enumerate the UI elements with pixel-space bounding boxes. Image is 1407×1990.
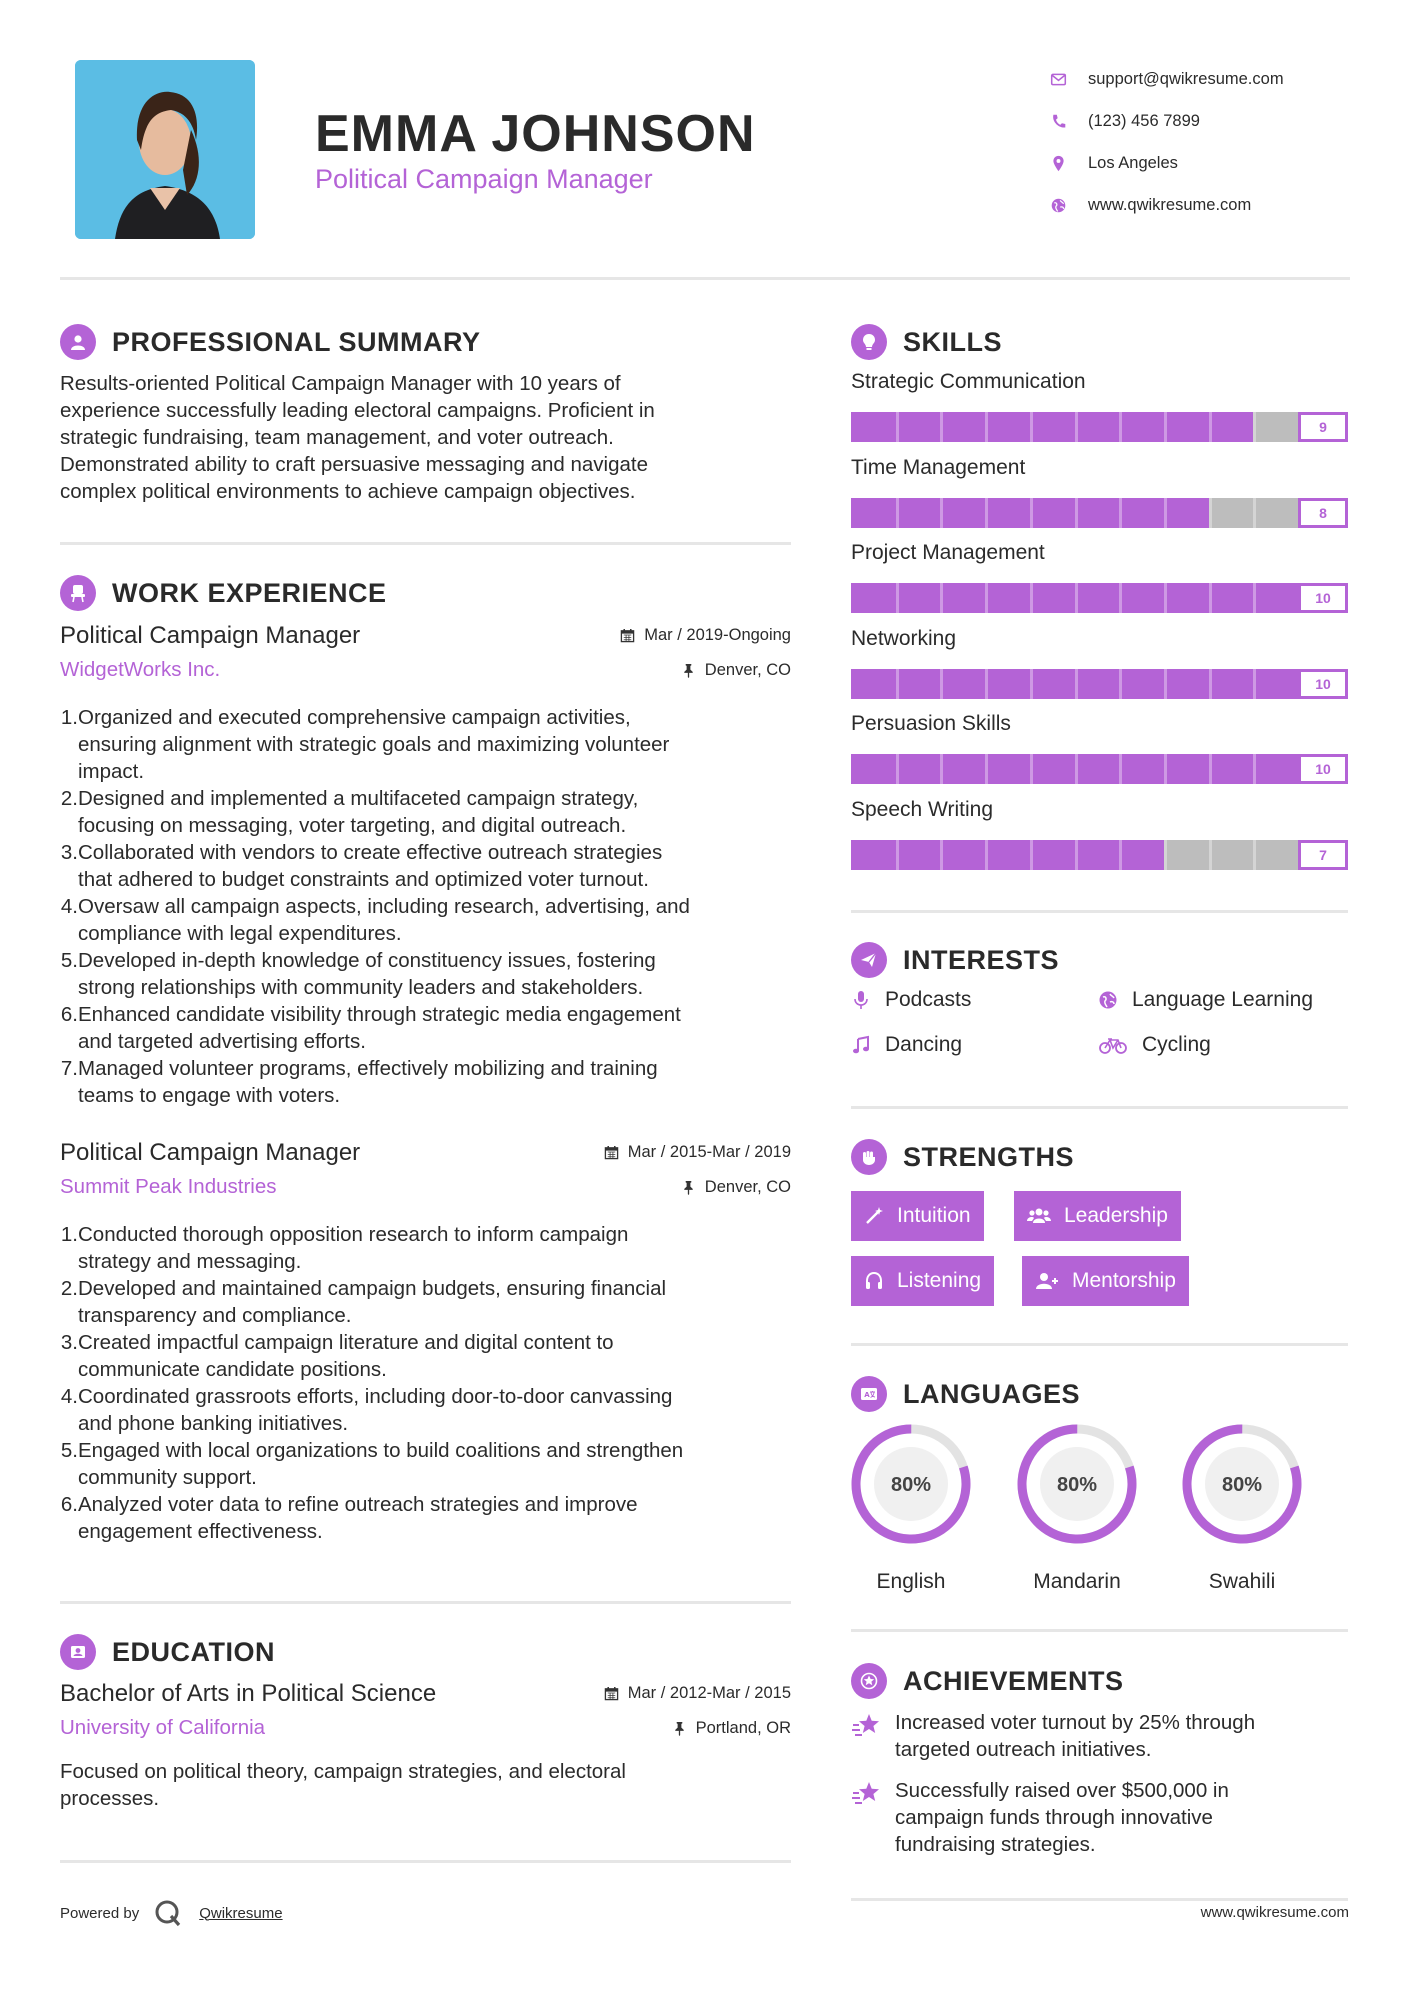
contact-email-text: support@qwikresume.com (1088, 69, 1284, 88)
strength-tag-leadership (1014, 1191, 1181, 1241)
list-number: 6. (60, 1003, 78, 1026)
duty-line: community support. (78, 1466, 257, 1489)
skill-bar-segment (940, 412, 943, 442)
skill-bar-fill (851, 669, 1348, 699)
skill-bar-segment (1209, 754, 1212, 784)
summary-text (60, 370, 800, 505)
job-dates-text: Mar / 2015-Mar / 2019 (627, 1143, 791, 1161)
skill-bar-segment (1075, 583, 1078, 613)
school-name: University of California (60, 1716, 266, 1739)
skill-item (851, 798, 1348, 870)
skill-bar-segment (1119, 412, 1122, 442)
skill-bar-segment (1164, 583, 1167, 613)
list-number: 5. (60, 1439, 78, 1462)
contact-location-text: Los Angeles (1088, 153, 1178, 172)
candidate-title: Political Campaign Manager (315, 164, 653, 194)
list-item (60, 1329, 791, 1383)
skill-item (851, 456, 1348, 528)
skill-bar-segment (1253, 498, 1256, 528)
map-pin-icon (1050, 155, 1088, 172)
job-location-text: Denver, CO (704, 1177, 791, 1196)
skill-bar-segment (1164, 840, 1167, 870)
job-duties (60, 1221, 791, 1545)
skill-label: Project Management (851, 541, 1045, 564)
skill-score: 8 (1298, 498, 1348, 528)
star-badge-icon (851, 1663, 887, 1699)
achievement-line: Successfully raised over $500,000 in (895, 1779, 1229, 1802)
summary-line: experience successfully leading electoral campaigns. Proficient in (60, 399, 655, 422)
skill-bar-fill (851, 583, 1348, 613)
microphone-icon (851, 990, 871, 1010)
education-title: EDUCATION (112, 1636, 275, 1667)
contact-phone-text: (123) 456 7899 (1088, 111, 1200, 130)
achievement-line: fundraising strategies. (895, 1833, 1096, 1856)
skill-bar-segment (1253, 669, 1256, 699)
duty-line: focusing on messaging, voter targeting, and digital outreach. (78, 814, 627, 837)
skill-bar (851, 669, 1348, 699)
list-number: 1. (60, 706, 78, 729)
skill-bar (851, 754, 1348, 784)
list-number: 7. (60, 1057, 78, 1080)
duty-line: communicate candidate positions. (78, 1358, 387, 1381)
language-name: Mandarin (1033, 1570, 1121, 1593)
languages-heading (851, 1376, 1080, 1412)
list-number: 6. (60, 1493, 78, 1516)
skill-score: 9 (1298, 412, 1348, 442)
language-percent: 80% (890, 1474, 932, 1496)
skill-bar-segment (1253, 583, 1256, 613)
strength-label: Mentorship (1072, 1269, 1176, 1292)
skill-score: 10 (1298, 583, 1348, 613)
summary-line: strategic fundraising, team management, and voter outreach. (60, 426, 614, 449)
duty-line: Enhanced candidate visibility through strategic media engagement (78, 1003, 681, 1026)
language-name: Swahili (1208, 1570, 1276, 1593)
list-item (60, 1437, 791, 1491)
music-note-icon (851, 1035, 871, 1055)
skill-bar (851, 412, 1348, 442)
duty-line: compliance with legal expenditures. (78, 922, 402, 945)
list-item (60, 1491, 791, 1545)
skill-bar-segment (1209, 498, 1212, 528)
skill-bar-segment (940, 583, 943, 613)
skill-score: 10 (1298, 754, 1348, 784)
education-dates (604, 1684, 791, 1703)
profile-photo (75, 60, 255, 239)
skill-item (851, 712, 1348, 784)
summary-line: Demonstrated ability to craft persuasive messaging and navigate (60, 453, 648, 476)
globe-icon (1050, 197, 1088, 214)
skill-score: 10 (1298, 669, 1348, 699)
powered-by-text: Powered by (60, 1904, 140, 1922)
language-item (1181, 1423, 1303, 1594)
summary-heading (60, 324, 481, 360)
list-item (60, 1001, 791, 1055)
list-number: 4. (60, 1385, 78, 1408)
skill-bar-segment (1164, 669, 1167, 699)
skill-bar-segment (1119, 840, 1122, 870)
summary-line: complex political environments to achieve campaign objectives. (60, 480, 636, 503)
duty-line: Collaborated with vendors to create effective outreach strategies (78, 841, 663, 864)
skill-label: Strategic Communication (851, 370, 1086, 393)
job-role: Political Campaign Manager (60, 622, 361, 649)
duty-line: Oversaw all campaign aspects, including research, advertising, and (78, 895, 690, 918)
duty-line: Organized and executed comprehensive campaign activities, (78, 706, 631, 729)
section-divider (851, 1898, 1348, 1901)
skill-bar-segment (1209, 840, 1212, 870)
skill-bar-segment (940, 498, 943, 528)
skill-bar-segment (1253, 754, 1256, 784)
section-divider (60, 542, 791, 545)
skill-bar-segment (1119, 498, 1122, 528)
list-item (60, 1383, 791, 1437)
envelope-icon (1050, 71, 1088, 88)
candidate-name: EMMA JOHNSON (315, 105, 756, 163)
list-number: 5. (60, 949, 78, 972)
language-item (850, 1423, 972, 1594)
duty-line: Developed and maintained campaign budgets, ensuring financial (78, 1277, 667, 1300)
interests-title: INTERESTS (903, 944, 1060, 975)
education-entry (60, 1680, 791, 1812)
list-item (60, 785, 791, 839)
strengths-heading (851, 1139, 1074, 1175)
language-name: English (876, 1570, 946, 1593)
skill-bar-segment (1030, 754, 1033, 784)
job-entry (60, 1139, 791, 1545)
header-divider (60, 277, 1350, 280)
skill-bar-segment (1075, 840, 1078, 870)
skills-heading (851, 324, 1002, 360)
duty-line: transparency and compliance. (78, 1304, 352, 1327)
section-divider (851, 1629, 1348, 1632)
list-item (60, 1055, 791, 1109)
job-duties (60, 704, 791, 1109)
interest-cycling (1098, 1033, 1211, 1057)
interest-label: Dancing (885, 1033, 963, 1056)
strength-label: Intuition (897, 1204, 971, 1227)
skill-bar-segment (985, 583, 988, 613)
section-divider (851, 910, 1348, 913)
qwikresume-link[interactable]: Qwikresume (199, 1904, 283, 1922)
job-role: Political Campaign Manager (60, 1139, 361, 1166)
job-dates (620, 626, 791, 645)
list-item (60, 893, 791, 947)
achievement-line: campaign funds through innovative (895, 1806, 1213, 1829)
skill-bar-fill (851, 412, 1253, 442)
headphones-icon (864, 1271, 884, 1291)
interest-label: Cycling (1142, 1033, 1211, 1056)
skill-bar (851, 498, 1348, 528)
achievement-item (851, 1709, 1351, 1763)
pushpin-icon (681, 663, 696, 678)
lightbulb-icon (851, 324, 887, 360)
section-divider (851, 1343, 1348, 1346)
skill-bar-segment (1164, 412, 1167, 442)
strength-label: Leadership (1064, 1204, 1168, 1227)
languages-title: LANGUAGES (903, 1378, 1081, 1409)
skill-label: Time Management (851, 455, 1026, 479)
achievement-item (851, 1777, 1351, 1858)
skill-bar-segment (1253, 412, 1256, 442)
skill-bar-segment (896, 754, 899, 784)
pushpin-icon (681, 1180, 696, 1195)
calendar-icon (604, 1686, 619, 1701)
education-location-text: Portland, OR (695, 1718, 791, 1737)
skill-bar-segment (985, 754, 988, 784)
bicycle-icon (1098, 1035, 1128, 1055)
skill-bar-segment (985, 498, 988, 528)
interest-label: Podcasts (885, 988, 972, 1011)
skill-bar-segment (1253, 840, 1256, 870)
skill-bar-segment (1164, 754, 1167, 784)
skill-bar-segment (1164, 498, 1167, 528)
list-item (60, 704, 791, 785)
language-ring (850, 1423, 972, 1545)
fist-icon (851, 1139, 887, 1175)
duty-line: and targeted advertising efforts. (78, 1030, 366, 1053)
calendar-icon (604, 1145, 619, 1160)
skill-bar-segment (1075, 498, 1078, 528)
job-dates-text: Mar / 2019-Ongoing (644, 626, 791, 644)
skill-item (851, 627, 1348, 699)
svg-text:A: A (864, 1391, 870, 1399)
skill-bar-segment (896, 669, 899, 699)
graduation-icon (60, 1634, 96, 1670)
skill-bar-segment (940, 754, 943, 784)
skill-bar-segment (896, 583, 899, 613)
skill-label: Persuasion Skills (851, 712, 1011, 735)
summary-title: PROFESSIONAL SUMMARY (112, 326, 481, 357)
interest-label: Language Learning (1132, 988, 1314, 1011)
language-percent: 80% (1221, 1474, 1263, 1496)
skill-bar-segment (1209, 412, 1212, 442)
job-company: WidgetWorks Inc. (60, 658, 221, 681)
contact-location (1050, 142, 1350, 184)
list-item (60, 1221, 791, 1275)
skill-bar-segment (985, 412, 988, 442)
skill-bar-segment (985, 669, 988, 699)
education-location (672, 1719, 791, 1738)
skill-bar-segment (1075, 669, 1078, 699)
skill-label: Networking (851, 626, 957, 650)
calendar-icon (620, 628, 635, 643)
duty-line: Engaged with local organizations to build coalitions and strengthen (78, 1439, 684, 1462)
strength-tag-intuition (851, 1191, 984, 1241)
duty-line: teams to engage with voters. (78, 1084, 341, 1107)
strength-tag-listening (851, 1256, 994, 1306)
duty-line: Designed and implemented a multifaceted campaign strategy, (78, 787, 639, 810)
duty-line: that adhered to budget constraints and optimized voter turnout. (78, 868, 649, 891)
contact-phone[interactable] (1050, 100, 1350, 142)
duty-line: strategy and messaging. (78, 1250, 302, 1273)
education-line: processes. (60, 1787, 160, 1810)
duty-line: impact. (78, 760, 145, 783)
contact-block (1050, 58, 1350, 226)
skill-bar-segment (896, 840, 899, 870)
language-ring (1181, 1423, 1303, 1545)
skill-bar-segment (985, 840, 988, 870)
skill-bar-segment (1075, 754, 1078, 784)
language-percent: 80% (1056, 1474, 1098, 1496)
duty-line: ensuring alignment with strategic goals and maximizing volunteer (78, 733, 670, 756)
language-item (1016, 1423, 1138, 1594)
interest-language-learning (1098, 988, 1313, 1012)
duty-line: Developed in-depth knowledge of constituency issues, fostering (78, 949, 656, 972)
list-number: 2. (60, 787, 78, 810)
duty-line: engagement effectiveness. (78, 1520, 323, 1543)
skill-score: 7 (1298, 840, 1348, 870)
interests-heading (851, 942, 1059, 978)
phone-icon (1050, 113, 1088, 130)
achievement-line: targeted outreach initiatives. (895, 1738, 1152, 1761)
skill-label: Speech Writing (851, 797, 994, 821)
skill-bar-segment (940, 840, 943, 870)
briefcase-icon (60, 575, 96, 611)
globe-icon (1098, 990, 1118, 1010)
powered-by (60, 1898, 283, 1928)
users-icon (1027, 1206, 1051, 1226)
skill-bar-segment (1119, 754, 1122, 784)
strengths-title: STRENGTHS (903, 1141, 1075, 1172)
job-company: Summit Peak Industries (60, 1175, 277, 1198)
skill-bar-segment (1209, 669, 1212, 699)
skill-bar (851, 840, 1348, 870)
list-item (60, 947, 791, 1001)
list-number: 3. (60, 841, 78, 864)
language-card-icon (851, 1376, 887, 1412)
skill-bar-segment (940, 669, 943, 699)
skill-item (851, 541, 1348, 613)
work-heading (60, 575, 387, 611)
skill-bar-segment (1209, 583, 1212, 613)
qwikresume-logo-icon (153, 1898, 183, 1928)
job-entry (60, 622, 791, 1109)
skill-bar-segment (1030, 669, 1033, 699)
list-number: 4. (60, 895, 78, 918)
education-dates-text: Mar / 2012-Mar / 2015 (627, 1684, 791, 1702)
duty-line: Conducted thorough opposition research to inform campaign (78, 1223, 629, 1246)
duty-line: Created impactful campaign literature and digital content to (78, 1331, 614, 1354)
strength-tag-mentorship (1022, 1256, 1189, 1306)
education-line: Focused on political theory, campaign strategies, and electoral (60, 1760, 626, 1783)
degree-name: Bachelor of Arts in Political Science (60, 1680, 437, 1707)
achievement-line: Increased voter turnout by 25% through (895, 1711, 1256, 1734)
pushpin-icon (672, 1721, 687, 1736)
section-divider (60, 1860, 791, 1863)
list-number: 3. (60, 1331, 78, 1354)
language-ring (1016, 1423, 1138, 1545)
contact-email[interactable] (1050, 58, 1350, 100)
job-dates (604, 1143, 791, 1162)
skill-bar-fill (851, 754, 1348, 784)
skill-bar-segment (896, 498, 899, 528)
duty-line: Analyzed voter data to refine outreach strategies and improve (78, 1493, 638, 1516)
skill-bar-segment (1030, 583, 1033, 613)
footer-website[interactable]: www.qwikresume.com (1200, 1904, 1349, 1921)
shooting-star-icon (851, 1711, 881, 1741)
duty-line: and phone banking initiatives. (78, 1412, 349, 1435)
duty-line: Coordinated grassroots efforts, including door-to-door canvassing (78, 1385, 673, 1408)
skill-bar-segment (896, 412, 899, 442)
skill-bar-segment (1119, 583, 1122, 613)
duty-line: Managed volunteer programs, effectively mobilizing and training (78, 1057, 658, 1080)
skill-item (851, 370, 1348, 442)
achievements-heading (851, 1663, 1124, 1699)
skill-bar-segment (1075, 412, 1078, 442)
skill-bar-segment (1119, 669, 1122, 699)
section-divider (60, 1601, 791, 1604)
list-number: 1. (60, 1223, 78, 1246)
job-location (681, 1178, 791, 1197)
skill-bar-segment (1030, 498, 1033, 528)
shooting-star-icon (851, 1779, 881, 1809)
list-number: 2. (60, 1277, 78, 1300)
paper-plane-icon (851, 942, 887, 978)
skills-title: SKILLS (903, 326, 1003, 357)
list-item (60, 1275, 791, 1329)
skill-bar-segment (1030, 412, 1033, 442)
interest-podcasts (851, 988, 971, 1012)
summary-line: Results-oriented Political Campaign Manager with 10 years of (60, 372, 621, 395)
job-location-text: Denver, CO (704, 660, 791, 679)
interest-dancing (851, 1033, 962, 1057)
list-item (60, 839, 791, 893)
contact-website[interactable] (1050, 184, 1350, 226)
strength-label: Listening (897, 1269, 982, 1292)
job-location (681, 661, 791, 680)
user-plus-icon (1035, 1271, 1059, 1291)
user-icon (60, 324, 96, 360)
education-description (60, 1758, 791, 1812)
skill-bar-segment (1030, 840, 1033, 870)
section-divider (851, 1106, 1348, 1109)
education-heading (60, 1634, 275, 1670)
magic-wand-icon (864, 1206, 884, 1226)
duty-line: strong relationships with community leaders and stakeholders. (78, 976, 644, 999)
work-title: WORK EXPERIENCE (112, 577, 387, 608)
contact-website-text: www.qwikresume.com (1088, 195, 1252, 214)
achievements-title: ACHIEVEMENTS (903, 1665, 1124, 1696)
skill-bar (851, 583, 1348, 613)
